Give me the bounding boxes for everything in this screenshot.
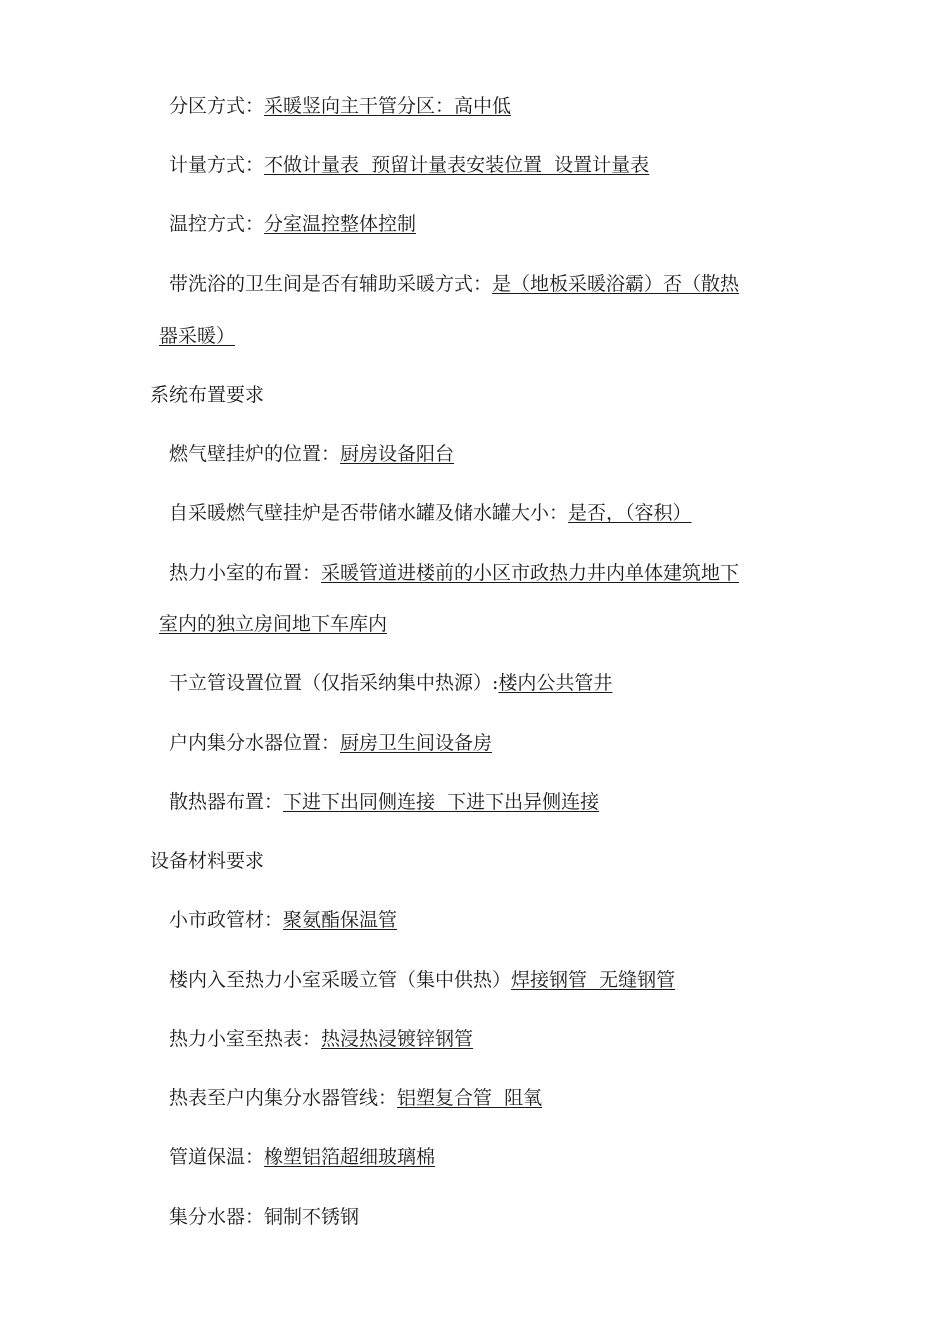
- field-label: 小市政管材：: [169, 909, 284, 931]
- field-value: 铝塑复合管 阻氧: [397, 1087, 543, 1109]
- section-heading-layout: 系统布置要求: [150, 384, 265, 406]
- field-radiator-layout: [169, 790, 599, 814]
- field-manifold: [169, 1205, 359, 1229]
- field-label: 楼内入至热力小室采暖立管（集中供热）: [169, 969, 512, 991]
- field-value: 厨房设备阳台: [340, 443, 455, 465]
- field-value: 铜制不锈钢: [264, 1206, 360, 1228]
- field-temperature-control: [169, 212, 416, 236]
- field-partition-mode: [169, 94, 511, 118]
- field-value: 采暖管道进楼前的小区市政热力井内单体建筑地下: [321, 562, 740, 584]
- field-value: 楼内公共管井: [498, 672, 613, 694]
- field-label: 温控方式：: [169, 213, 265, 235]
- field-label: 散热器布置：: [169, 791, 284, 813]
- field-label: 自采暖燃气壁挂炉是否带储水罐及储水罐大小：: [169, 502, 569, 524]
- field-value: 是否，（容积）: [568, 502, 692, 524]
- field-municipal-pipe: [169, 908, 397, 932]
- field-value: 不做计量表 预留计量表安装位置 设置计量表: [264, 154, 650, 176]
- field-value: 厨房卫生间设备房: [340, 732, 493, 754]
- field-label: 燃气壁挂炉的位置：: [169, 443, 341, 465]
- field-value: 橡塑铝箔超细玻璃棉: [264, 1146, 436, 1168]
- field-riser-pipe: [169, 968, 675, 992]
- field-label: 分区方式：: [169, 95, 265, 117]
- field-pipe-insulation: [169, 1145, 435, 1169]
- field-boiler-tank: [169, 501, 692, 525]
- field-label: 管道保温：: [169, 1146, 265, 1168]
- field-value: 热浸热浸镀锌钢管: [321, 1028, 474, 1050]
- section-heading-materials: 设备材料要求: [150, 850, 265, 872]
- field-value: 采暖竖向主干管分区：高中低: [264, 95, 512, 117]
- field-bathroom-aux-heating: [169, 272, 739, 296]
- field-label: 热力小室的布置：: [169, 562, 322, 584]
- field-value: 是（地板采暖浴霸）否（散热: [492, 273, 740, 295]
- field-metering-mode: [169, 153, 649, 177]
- field-manifold-location: [169, 731, 492, 755]
- field-label: 热表至户内集分水器管线：: [169, 1087, 398, 1109]
- field-riser-location: [169, 671, 612, 695]
- field-value: 聚氨酯保温管: [283, 909, 398, 931]
- field-label: 热力小室至热表：: [169, 1028, 322, 1050]
- field-label: 户内集分水器位置：: [169, 732, 341, 754]
- field-boiler-location: [169, 442, 454, 466]
- field-value: 焊接钢管 无缝钢管: [511, 969, 676, 991]
- field-heat-room-layout: [169, 561, 739, 585]
- field-label: 带洗浴的卫生间是否有辅助采暖方式：: [169, 273, 493, 295]
- field-value: 分室温控整体控制: [264, 213, 417, 235]
- field-value: 下进下出同侧连接 下进下出异侧连接: [283, 791, 600, 813]
- field-label: 干立管设置位置（仅指采纳集中热源）:: [169, 672, 499, 694]
- field-label: 集分水器：: [169, 1206, 265, 1228]
- field-value-continued: 室内的独立房间地下车库内: [159, 613, 388, 635]
- field-meter-to-manifold-pipe: [169, 1086, 542, 1110]
- field-heat-room-layout-continued: [159, 612, 387, 636]
- field-bathroom-aux-heating-continued: [159, 324, 235, 348]
- field-value-continued: 器采暖）: [159, 325, 236, 347]
- field-room-to-meter-pipe: [169, 1027, 473, 1051]
- field-label: 计量方式：: [169, 154, 265, 176]
